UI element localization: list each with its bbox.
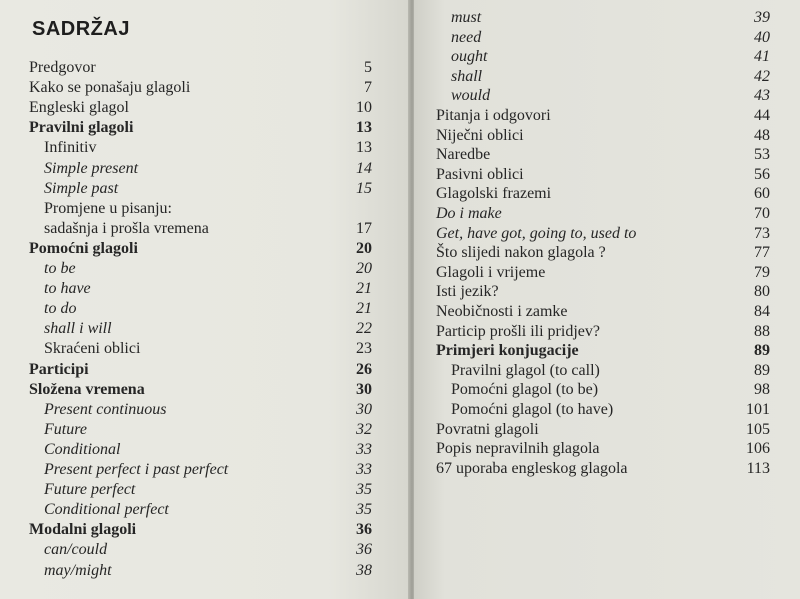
toc-entry-title: Conditional perfect: [44, 501, 169, 519]
toc-entry-page: 33: [356, 461, 372, 478]
toc-entry: [0, 339, 410, 359]
toc-entry: [414, 165, 800, 185]
toc-entry: [0, 520, 410, 540]
toc-entry: [414, 400, 800, 420]
toc-entry-page: 44: [754, 107, 770, 124]
toc-entry-page: 39: [754, 9, 770, 26]
toc-entry-page: 98: [754, 381, 770, 399]
toc-entry-page: 20: [356, 260, 372, 277]
toc-entry-page: 88: [754, 322, 770, 340]
toc-entry-title: Neobičnosti i zamke: [436, 303, 568, 320]
toc-entry-page: 89: [754, 342, 770, 360]
toc-entry-page: 21: [356, 280, 372, 298]
toc-entry-page: 22: [356, 320, 372, 338]
toc-entry-page: 30: [356, 380, 372, 398]
toc-entry-page: 41: [754, 48, 770, 66]
toc-entry-page: 89: [754, 361, 770, 379]
toc-entry: [414, 302, 800, 322]
toc-entry-page: 7: [364, 79, 372, 97]
toc-entry: [0, 219, 410, 239]
toc-entry: [0, 199, 410, 219]
toc-entry-page: 36: [356, 521, 372, 539]
toc-entry-page: 73: [754, 224, 770, 242]
toc-entry-title: Pomoćni glagol (to be): [451, 381, 599, 399]
toc-entry: [414, 8, 800, 28]
toc-entry-title: must: [451, 9, 482, 26]
toc-entry-page: 30: [356, 400, 372, 418]
toc-entry-title: Primjeri konjugacije: [436, 342, 579, 360]
toc-entry-page: 13: [356, 119, 372, 137]
toc-entry-title: Get, have got, going to, used to: [436, 224, 637, 242]
toc-entry: [414, 361, 800, 381]
toc-entry-page: 80: [754, 283, 770, 301]
toc-entry: [414, 106, 800, 126]
toc-entry-page: 40: [754, 28, 770, 46]
toc-entry-title: Pomoćni glagol (to have): [451, 401, 614, 418]
toc-entry-title: Present continuous: [44, 400, 167, 418]
toc-entry: [0, 460, 410, 480]
toc-entry-title: ought: [451, 48, 488, 66]
toc-entry: [414, 380, 800, 400]
toc-entry: [0, 480, 410, 500]
toc-entry-title: Future: [44, 420, 87, 438]
toc-entry-title: shall: [451, 67, 483, 85]
toc-entry: [414, 341, 800, 361]
toc-entry: [414, 263, 800, 283]
toc-entry-title: Pravilni glagol (to call): [451, 361, 600, 379]
toc-entry-page: 15: [356, 179, 372, 197]
toc-entry-page: 105: [746, 420, 770, 438]
toc-entry-title: Složena vremena: [29, 380, 145, 398]
toc-entry: [0, 259, 410, 279]
toc-entry-title: Engleski glagol: [29, 99, 129, 117]
toc-entry-title: Što slijedi nakon glagola ?: [436, 244, 606, 262]
toc-entry-page: 36: [356, 541, 372, 559]
toc-entry-title: Popis nepravilnih glagola: [436, 440, 600, 458]
toc-entry-title: Simple past: [44, 179, 119, 197]
toc-entry-title: Niječni oblici: [436, 126, 524, 144]
toc-entry: [414, 243, 800, 263]
toc-entry: [0, 78, 410, 98]
toc-entry: [414, 439, 800, 459]
toc-entry-title: Pitanja i odgovori: [436, 107, 551, 124]
toc-entry-title: Skraćeni oblici: [44, 340, 141, 358]
toc-entry: [414, 184, 800, 204]
toc-entry-title: Naredbe: [436, 146, 491, 164]
toc-entry-page: 13: [356, 139, 372, 157]
toc-entry-page: 106: [746, 440, 770, 458]
toc-entry-title: Do i make: [436, 205, 502, 222]
toc-entry-page: 20: [356, 239, 372, 257]
toc-entry-title: Infinitiv: [44, 139, 97, 157]
toc-entry: [0, 440, 410, 460]
toc-entry-title: Present perfect i past perfect: [44, 461, 229, 478]
toc-entry: [414, 86, 800, 106]
toc-entry-page: 23: [356, 340, 372, 358]
toc-entry-page: 79: [754, 263, 770, 281]
toc-entry: [0, 380, 410, 400]
page-title: SADRŽAJ: [32, 18, 130, 40]
toc-entry-title: Modalni glagoli: [29, 521, 137, 539]
toc-entry: [414, 47, 800, 67]
toc-entry-page: 43: [754, 87, 770, 105]
toc-entry-title: may/might: [44, 561, 112, 579]
toc-entry-page: 21: [356, 300, 372, 318]
toc-entry-title: Pomoćni glagoli: [29, 239, 138, 257]
toc-entry-page: 26: [356, 360, 372, 378]
toc-entry-page: 84: [754, 303, 770, 320]
toc-entry-page: 53: [754, 146, 770, 164]
toc-entry-title: to be: [44, 260, 76, 277]
toc-entry-page: 70: [754, 205, 770, 222]
toc-entry-page: 5: [364, 59, 372, 76]
toc-entry: [0, 279, 410, 299]
toc-entry: [0, 159, 410, 179]
toc-entry: [414, 204, 800, 224]
toc-entry-page: 113: [746, 459, 770, 477]
toc-entry: [414, 420, 800, 440]
toc-entry-title: Kako se ponašaju glagoli: [29, 79, 191, 97]
toc-entry-title: Pasivni oblici: [436, 165, 524, 183]
toc-entry-page: 56: [754, 165, 770, 183]
toc-entry-title: Future perfect: [44, 481, 136, 499]
toc-entry: [414, 145, 800, 165]
toc-entry-page: 17: [356, 219, 372, 237]
toc-entry-page: 32: [356, 420, 372, 438]
toc-entry-title: to have: [44, 280, 91, 298]
toc-entry-page: 42: [754, 67, 770, 85]
toc-entry-page: 60: [754, 185, 770, 203]
toc-entry: [0, 561, 410, 581]
toc-entry-page: 38: [356, 561, 372, 579]
toc-entry-page: 14: [356, 159, 372, 177]
toc-entry-title: 67 uporaba engleskog glagola: [436, 459, 628, 477]
toc-entry-title: Pravilni glagoli: [29, 119, 134, 137]
toc-entry-title: Promjene u pisanju:: [44, 199, 172, 217]
toc-entry: [0, 118, 410, 138]
toc-entry-title: Glagolski frazemi: [436, 185, 552, 203]
toc-entry-page: 48: [754, 126, 770, 144]
toc-entry: [0, 319, 410, 339]
toc-entry-page: 35: [356, 501, 372, 519]
toc-entry: [0, 299, 410, 319]
toc-entry-title: Povratni glagoli: [436, 420, 539, 438]
toc-entry: [0, 58, 410, 78]
toc-entry-title: Isti jezik?: [436, 283, 499, 301]
toc-entry-title: shall i will: [44, 320, 112, 338]
toc-entry: [414, 67, 800, 87]
toc-entry-title: sadašnja i prošla vremena: [44, 219, 209, 237]
toc-entry: [0, 360, 410, 380]
toc-entry-title: Conditional: [44, 440, 121, 458]
toc-entry-page: 10: [356, 99, 372, 117]
toc-entry: [0, 500, 410, 520]
toc-entry-title: Glagoli i vrijeme: [436, 263, 546, 281]
toc-entry-page: 33: [356, 440, 372, 458]
toc-entry: [414, 126, 800, 146]
toc-entry-title: Simple present: [44, 159, 139, 177]
toc-entry-title: can/could: [44, 541, 108, 559]
toc-entry: [414, 322, 800, 342]
toc-entry: [0, 400, 410, 420]
toc-entry-title: Particip prošli ili pridjev?: [436, 322, 600, 340]
toc-entry-title: would: [451, 87, 491, 105]
toc-entry: [414, 28, 800, 48]
toc-entry: [414, 224, 800, 244]
toc-entry-title: Participi: [29, 360, 89, 378]
toc-entry: [414, 282, 800, 302]
toc-entry-title: Predgovor: [29, 59, 96, 76]
toc-entry: [0, 420, 410, 440]
toc-entry-title: to do: [44, 300, 77, 318]
toc-entry: [414, 459, 800, 479]
toc-entry-page: 77: [754, 244, 770, 262]
right-page: [414, 0, 800, 599]
toc-entry-page: 101: [746, 401, 770, 418]
toc-entry: [0, 239, 410, 259]
toc-entry: [0, 179, 410, 199]
toc-entry-title: need: [451, 28, 482, 46]
toc-entry: [0, 98, 410, 118]
toc-entry: [0, 540, 410, 560]
toc-entry-page: 35: [356, 481, 372, 499]
toc-entry: [0, 138, 410, 158]
